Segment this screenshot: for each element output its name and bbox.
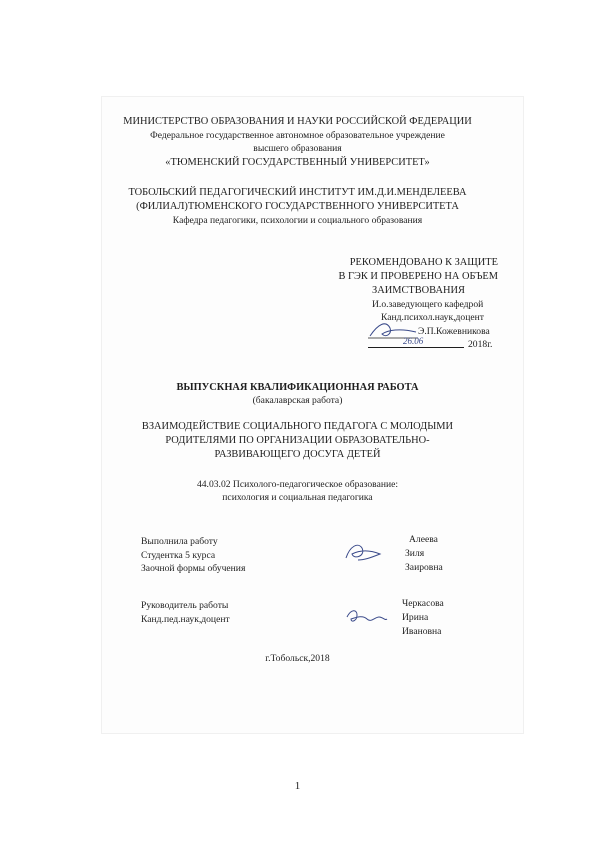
approval-line-3: ЗАИМСТВОВАНИЯ	[372, 285, 465, 296]
work-type: ВЫПУСКНАЯ КВАЛИФИКАЦИОННАЯ РАБОТА	[176, 382, 419, 393]
student-label-3: Заочной формы обучения	[141, 563, 246, 574]
approval-line-1: РЕКОМЕНДОВАНО К ЗАЩИТЕ	[349, 257, 498, 268]
approval-line-2: В ГЭК И ПРОВЕРЕНО НА ОБЪЕМ	[338, 271, 498, 282]
city-year: г.Тобольск,2018	[265, 653, 330, 664]
date-underline	[368, 347, 464, 348]
supervisor-label-1: Руководитель работы	[141, 600, 229, 611]
ministry-line: МИНИСТЕРСТВО ОБРАЗОВАНИЯ И НАУКИ РОССИЙСКОЙ ФЕДЕРАЦИИ	[123, 116, 472, 127]
institute-line-2: (ФИЛИАЛ)ТЮМЕНСКОГО ГОСУДАРСТВЕННОГО УНИВЕРСИТЕТА	[136, 201, 459, 212]
institution-type: Федеральное государственное автономное образовательное учреждение	[150, 130, 445, 141]
university-name: «ТЮМЕНСКИЙ ГОСУДАРСТВЕННЫЙ УНИВЕРСИТЕТ»	[165, 157, 430, 168]
student-patronymic: Заировна	[405, 562, 443, 573]
approval-year: 2018г.	[468, 339, 493, 350]
thesis-title-line-2: РОДИТЕЛЯМИ ПО ОРГАНИЗАЦИИ ОБРАЗОВАТЕЛЬНО-	[165, 435, 430, 446]
work-subtype: (бакалаврская работа)	[252, 395, 343, 406]
head-name: Э.П.Кожевникова	[418, 326, 490, 337]
specialty-line-1: 44.03.02 Психолого-педагогическое образование:	[196, 479, 399, 490]
page-number: 1	[294, 780, 301, 792]
approval-degree: Канд.психол.наук,доцент	[381, 312, 484, 323]
thesis-title-line-3: РАЗВИВАЮЩЕГО ДОСУГА ДЕТЕЙ	[214, 449, 381, 460]
institute-line-1: ТОБОЛЬСКИЙ ПЕДАГОГИЧЕСКИЙ ИНСТИТУТ ИМ.Д.И.МЕНДЕЛЕЕВА	[128, 187, 467, 198]
student-signature	[340, 538, 386, 564]
approval-position: И.о.заведующего кафедрой	[372, 299, 484, 310]
supervisor-name: Ирина	[402, 612, 429, 623]
supervisor-patronymic: Ивановна	[402, 626, 442, 637]
student-surname: Алеева	[409, 534, 438, 545]
student-label-1: Выполнила работу	[141, 536, 218, 547]
student-label-2: Студентка 5 курса	[141, 550, 216, 561]
department-name: Кафедра педагогики, психологии и социального образования	[172, 215, 423, 226]
supervisor-surname: Черкасова	[402, 598, 444, 609]
student-name: Зиля	[405, 548, 425, 559]
thesis-title-line-1: ВЗАИМОДЕЙСТВИЕ СОЦИАЛЬНОГО ПЕДАГОГА С МОЛОДЫМИ	[141, 421, 454, 432]
education-level: высшего образования	[253, 143, 342, 154]
specialty-line-2: психология и социальная педагогика	[222, 492, 373, 503]
supervisor-signature	[343, 603, 389, 629]
supervisor-label-2: Канд.пед.наук,доцент	[141, 614, 230, 625]
date-handwritten: 26.06	[403, 336, 424, 346]
